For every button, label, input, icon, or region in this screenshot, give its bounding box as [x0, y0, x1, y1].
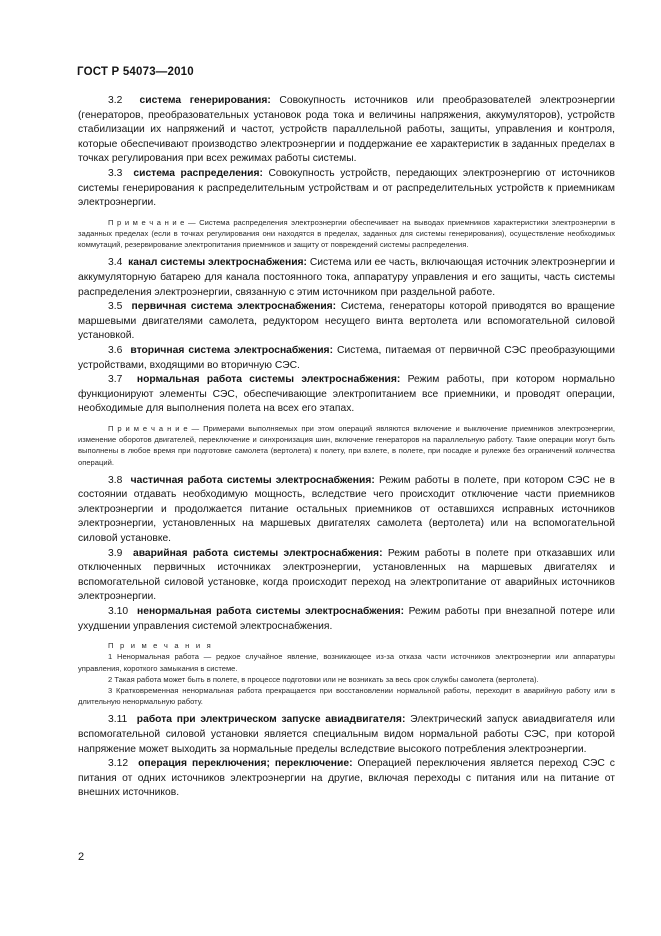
definition-3-2 — [78, 94, 615, 167]
clause-number: 3.7 — [108, 374, 123, 386]
clause-number: 3.5 — [108, 301, 123, 313]
term: вторичная система электроснабжения: — [130, 344, 333, 356]
definition-text: Режим работы в полете, при котором СЭС не в состоянии отдавать необходимую мощность, вследствие чего происходит отключение части приемников электроэнергии и продолжается питание остальных приемников от оставшихся исправных источников электроэнергии, установленных на маршевых двигателях самолета (вертолета) или на вспомогательной силовой установке. — [78, 474, 615, 545]
term: аварийная работа системы электроснабжения: — [132, 547, 383, 559]
definition-text: Совокупность источников или преобразователей электроэнергии (генераторов, преобразовательных установок рода тока и величины напряжения, аккумуляторов), устройств стабилизации их напряжений и частот, устройств параллельной работы, защиты, управления и контроля, которые обеспечивают производство электроэнергии и поддержание ее характеристик в заданных пределах в точках регулирования при всех режимах работы системы. — [78, 95, 615, 165]
page-number: 2 — [78, 851, 85, 863]
note-item-3: 3 Кратковременная ненормальная работа прекращается при восстановлении нормальной работы, переходит в аварийную работу или в длительную ненормальную работу. — [78, 686, 615, 707]
term: частичная работа системы электроснабжения: — [130, 474, 375, 486]
term: система распределения: — [133, 167, 263, 179]
clause-number: 3.9 — [108, 547, 123, 559]
clause-number: 3.11 — [108, 714, 128, 726]
term: первичная система электроснабжения: — [131, 301, 337, 313]
term: операция переключения; переключение: — [138, 758, 353, 770]
term: работа при электрическом запуске авиадвигателя: — [136, 714, 406, 726]
note-item-2: 2 Такая работа может быть в полете, в процессе подготовки или не возникать за весь срок службы самолета (вертолета). — [108, 674, 539, 684]
definition-3-7 — [78, 373, 615, 417]
definition-text: Система или ее часть, включающая источник электроэнергии и аккумуляторную батарею для канала постоянного тока, аппаратуру управления и его защиты, часть системы распределения электроэнергии, связанную с этим источником при раздельной работе. — [78, 257, 615, 298]
term: система генерирования: — [139, 95, 271, 106]
definition-text: Режим работы в полете при отказавших или отключенных первичных источниках электроэнергии, установленных на маршевых двигателях и вспомогательной силовой установке, когда происходит переход на электропитание от аварийных источников электроэнергии. — [78, 547, 615, 603]
definition-text: Операцией переключения является переход СЭС с питания от одних источников электроэнергии на другие, включая переходы с питания или на питание от внешних источников. — [78, 758, 615, 799]
note-item-1: 1 Ненормальная работа — редкое случайное явление, возникающее из-за отказа части источников электроэнергии или аппаратуры управления, короткого замыкания в системе. — [78, 652, 615, 673]
clause-number: 3.2 — [108, 95, 123, 106]
definition-text: Режим работы, при котором нормально функционируют элементы СЭС, обеспечивающие электропитанием все приемники, и проводят операции, необходимые для выполнения полета на всех его этапах. — [78, 374, 615, 415]
definition-3-8 — [78, 474, 615, 547]
definition-text: Совокупность устройств, передающих электроэнергию от источников системы генерирования к распределительным устройствам и от распределительных устройств к приемникам электроэнергии. — [78, 167, 615, 209]
term: канал системы электроснабжения: — [128, 257, 307, 269]
note-3-7 — [78, 423, 615, 468]
definition-3-12 — [78, 757, 615, 801]
definition-text: Система, питаемая от первичной СЭС преобразующими устройствами, входящими во вторичную СЭС. — [78, 344, 615, 371]
definition-3-3 — [78, 167, 615, 211]
term: нормальная работа системы электроснабжения: — [136, 374, 401, 386]
notes-title: П р и м е ч а н и я — [108, 641, 213, 651]
note-3-3 — [78, 217, 615, 251]
definition-3-4 — [78, 256, 615, 300]
definition-text: Система, генераторы которой приводятся во вращение маршевыми двигателями самолета, редуктором несущего винта вертолета или вспомогательной силовой установкой. — [78, 301, 615, 342]
definition-text: Режим работы при внезапной потере или ухудшении управления системой электроснабжения. — [78, 606, 615, 632]
definition-text: Электрический запуск авиадвигателя или вспомогательной силовой установки является специальным видом нормальной работы СЭС, при которой напряжение может выходить за нормальные пределы вследствие высокого потребления электроэнергии. — [78, 714, 615, 755]
definition-3-10 — [78, 605, 615, 634]
standard-number: ГОСТ Р 54073—2010 — [77, 66, 194, 78]
clause-number: 3.10 — [108, 606, 129, 618]
definition-3-11 — [78, 713, 615, 757]
clause-number: 3.12 — [108, 758, 129, 770]
note-text: Система распределения электроэнергии обеспечивает на выводах приемников характеристики электроэнергии в заданных пределах (если в точках регулирования они находятся в пределах, заданных для системы генерирования), осуществление необходимых коммутаций, резервирование электропитания приемников и защиту от повреждений системы распределения. — [78, 217, 615, 250]
clause-number: 3.3 — [108, 167, 123, 179]
page-content — [78, 94, 615, 801]
clause-number: 3.6 — [108, 344, 123, 356]
note-title: П р и м е ч а н и е — — [108, 217, 196, 227]
definition-3-5 — [78, 300, 615, 344]
clause-number: 3.8 — [108, 474, 123, 486]
term: ненормальная работа системы электроснабжения: — [137, 606, 405, 618]
note-text: Примерами выполняемых при этом операций являются включение и выключение приемников электроэнергии, изменение оборотов двигателей, переключение и синхронизация шин, включение генераторов на параллельную работу. Такие операции могут быть выполнены в любое время при подготовке самолета (вертолета) к полету, при взлете, в полете, при посадке и рулежке без ограничений количества операций. — [78, 423, 615, 467]
note-title: П р и м е ч а н и е — — [108, 423, 200, 433]
clause-number: 3.4 — [108, 257, 123, 269]
definition-3-6 — [78, 344, 615, 373]
definition-3-9 — [78, 547, 615, 605]
